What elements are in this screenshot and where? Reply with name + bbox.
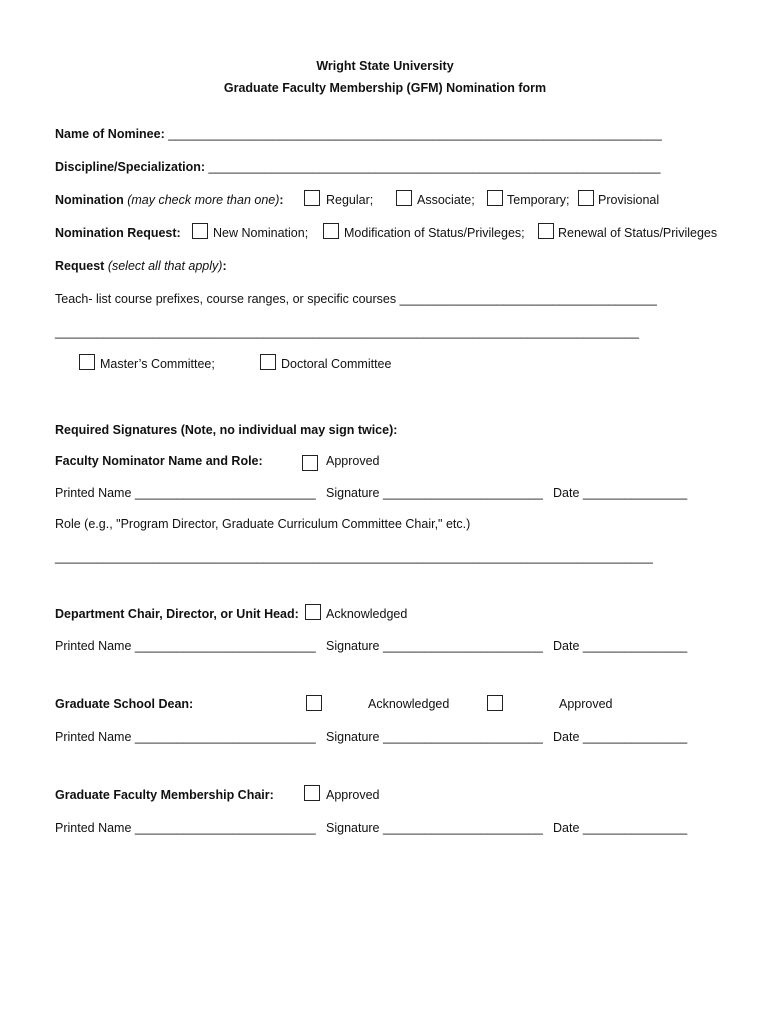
department-chair-label: Department Chair, Director, or Unit Head: — [55, 607, 299, 621]
nomination-request-label: Nomination Request: — [55, 226, 181, 240]
department-chair-date[interactable]: Date _______________ — [553, 639, 688, 653]
graduate-dean-signature[interactable]: Signature _______________________ — [326, 730, 543, 744]
faculty-nominator-approved-label: Approved — [326, 454, 380, 468]
modification-label: Modification of Status/Privileges; — [344, 226, 525, 240]
teach-extra-line[interactable]: ____________________________________________________________________________________ — [55, 325, 639, 339]
graduate-dean-label: Graduate School Dean: — [55, 697, 194, 711]
nomination-label: Nomination (may check more than one): — [55, 193, 284, 207]
nominee-input-line[interactable]: _______________________________________________________________________ — [168, 127, 662, 141]
university-name: Wright State University — [316, 59, 454, 73]
faculty-nominator-label: Faculty Nominator Name and Role: — [55, 454, 263, 468]
gfm-chair-date[interactable]: Date _______________ — [553, 821, 688, 835]
faculty-nominator-date[interactable]: Date _______________ — [553, 486, 688, 500]
discipline-label: Discipline/Specialization: — [55, 160, 209, 174]
faculty-nominator-signature[interactable]: Signature _______________________ — [326, 486, 543, 500]
request-label: Request (select all that apply): — [55, 259, 227, 273]
teach-input-line[interactable]: _____________________________________ — [399, 292, 657, 306]
gfm-chair-printed-name[interactable]: Printed Name __________________________ — [55, 821, 316, 835]
graduate-dean-approved-checkbox[interactable] — [487, 695, 503, 711]
teach-label: Teach- list course prefixes, course ranges, or specific courses — [55, 292, 400, 306]
new-nomination-label: New Nomination; — [213, 226, 309, 240]
graduate-dean-date[interactable]: Date _______________ — [553, 730, 688, 744]
gfm-chair-approved-checkbox[interactable] — [304, 785, 320, 801]
masters-committee-checkbox[interactable] — [79, 354, 95, 370]
regular-checkbox[interactable] — [304, 190, 320, 206]
role-input-line[interactable]: ______________________________________________________________________________________ — [55, 550, 653, 564]
gfm-chair-signature[interactable]: Signature _______________________ — [326, 821, 543, 835]
role-note: Role (e.g., "Program Director, Graduate Curriculum Committee Chair," etc.) — [55, 517, 471, 531]
department-chair-acknowledged-checkbox[interactable] — [305, 604, 321, 620]
nominee-row — [55, 126, 662, 142]
renewal-label: Renewal of Status/Privileges — [558, 226, 718, 240]
discipline-input-line[interactable]: _________________________________________________________________ — [208, 160, 661, 174]
associate-checkbox[interactable] — [396, 190, 412, 206]
department-chair-signature[interactable]: Signature _______________________ — [326, 639, 543, 653]
faculty-nominator-approved-checkbox[interactable] — [302, 455, 318, 471]
graduate-dean-printed-name[interactable]: Printed Name __________________________ — [55, 730, 316, 744]
new-nomination-checkbox[interactable] — [192, 223, 208, 239]
regular-option-label: Regular; — [326, 193, 374, 207]
temporary-option-label: Temporary; — [507, 193, 570, 207]
masters-committee-label: Master’s Committee; — [100, 357, 215, 371]
graduate-dean-approved-label: Approved — [559, 697, 613, 711]
graduate-dean-acknowledged-label: Acknowledged — [368, 697, 450, 711]
graduate-dean-acknowledged-checkbox[interactable] — [306, 695, 322, 711]
provisional-option-label: Provisional — [598, 193, 660, 207]
discipline-row — [55, 159, 660, 175]
gfm-chair-approved-label: Approved — [326, 788, 380, 802]
provisional-checkbox[interactable] — [578, 190, 594, 206]
form-title: Graduate Faculty Membership (GFM) Nomination form — [223, 81, 547, 95]
teach-row — [55, 291, 657, 307]
department-chair-acknowledged-label: Acknowledged — [326, 607, 408, 621]
temporary-checkbox[interactable] — [487, 190, 503, 206]
doctoral-committee-label: Doctoral Committee — [281, 357, 392, 371]
associate-option-label: Associate; — [417, 193, 475, 207]
faculty-nominator-printed-name[interactable]: Printed Name __________________________ — [55, 486, 316, 500]
doctoral-committee-checkbox[interactable] — [260, 354, 276, 370]
renewal-checkbox[interactable] — [538, 223, 554, 239]
signatures-heading: Required Signatures (Note, no individual may sign twice): — [55, 423, 398, 437]
nominee-label: Name of Nominee: — [55, 127, 169, 141]
department-chair-printed-name[interactable]: Printed Name __________________________ — [55, 639, 316, 653]
modification-checkbox[interactable] — [323, 223, 339, 239]
gfm-chair-label: Graduate Faculty Membership Chair: — [55, 788, 274, 802]
